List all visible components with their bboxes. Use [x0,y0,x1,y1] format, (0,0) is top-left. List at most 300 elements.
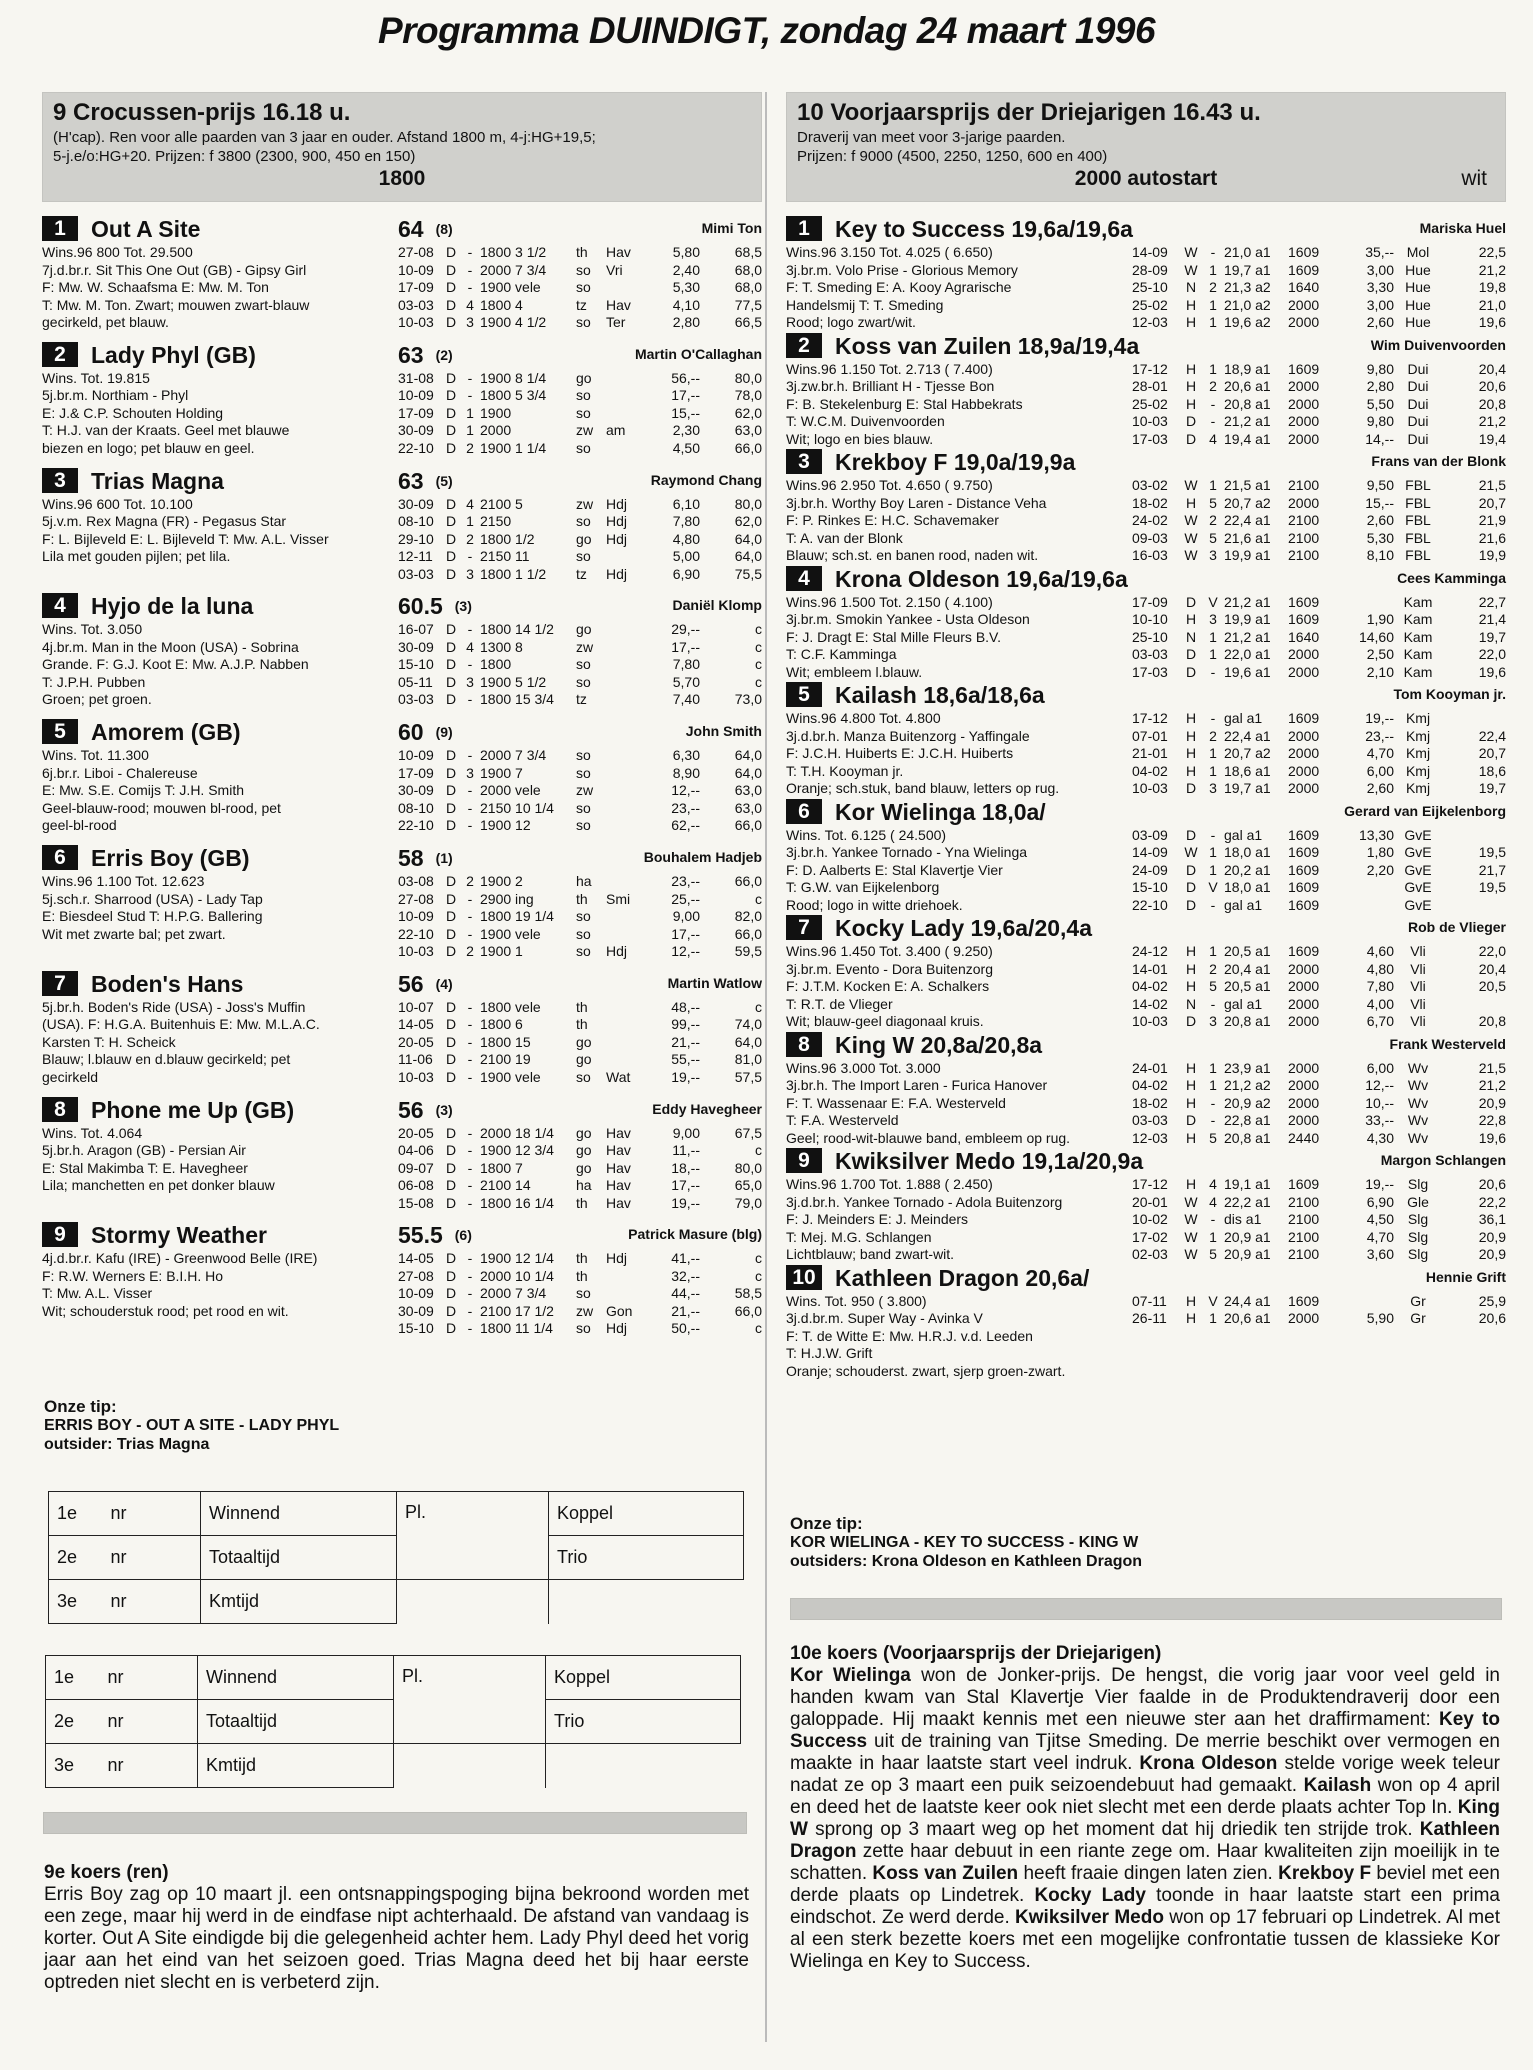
form-row [398,496,762,514]
form-cell: - [467,782,473,799]
form-cell [606,747,644,765]
form-cell: D [1185,646,1197,662]
form-row [1132,1194,1506,1212]
form-cell: 19,4 a1 [1224,430,1271,447]
form-cell: D [445,817,457,834]
form-cell: Wv [1407,1077,1429,1093]
form-cell: 25-02 [1132,296,1168,313]
form-cell: GvE [1404,896,1432,913]
form-cell: 55,-- [671,1051,700,1068]
form-cell: 21,9 [1478,512,1506,528]
score-card [45,1655,741,1788]
form-cell: V [1208,879,1218,895]
form-cell: 21,-- [671,1033,700,1050]
jockey-name: Bouhalem Hadjeb [643,849,762,865]
form-cell: D [445,747,457,764]
form-cell [606,999,644,1017]
form-cell: 10-10 [1132,611,1168,627]
form-row [1132,495,1506,513]
form-cell: D [445,621,457,638]
winnend-field[interactable]: Winnend [201,1492,397,1536]
place-label: 3e [46,1744,100,1788]
form-cell: 18,6 [1478,762,1506,779]
form-cell [1442,827,1506,845]
form-row [398,548,762,566]
handicap-rating [398,214,453,244]
kmtijd-field[interactable]: Kmtijd [201,1580,397,1624]
color-label: wit [1461,167,1487,190]
nr-field[interactable]: nr [103,1492,201,1536]
form-cell: - [467,1159,473,1176]
form-row [1132,314,1506,332]
form-row [398,639,762,657]
form-cell: Hdj [606,943,628,959]
handicap-rating [398,591,472,621]
form-cell [606,1051,644,1069]
commentary-text: Erris Boy zag op 10 maart jl. een ontsnappingspoging bijna bekroond worden met een zege, maar hij werd in de eindfase nipt achterhaald. De afstand van vandaag is korter. Out A Site eindigde bij die gelegenheid achter hem. Lady Phyl deed het vorig jaar aan het eind van het seizoen goed. Trias Magna deed het bij haar eerste optreden niet slecht en is verbeterd zijn. [44,1884,749,1993]
koppel-field[interactable]: Koppel [546,1656,741,1700]
draw-position: (5) [435,472,453,489]
form-cell [606,1034,644,1052]
form-cell: 3 [466,314,474,330]
race-title: 9 Crocussen-prijs 16.18 u. [53,99,351,126]
trio-field[interactable]: Trio [546,1700,741,1744]
form-cell: 17,-- [671,925,700,942]
form-cell: 1640 [1288,279,1320,295]
form-cell: 4 [1209,1193,1217,1210]
horse-detail: T: H.J. van der Kraats. Geel met blauwe [42,422,290,439]
form-cell: 18,0 a1 [1224,879,1271,895]
form-cell: H [1185,314,1197,330]
form-cell: 4 [1209,430,1217,447]
form-cell: - [467,998,473,1015]
form-cell: 22,0 [1478,943,1506,959]
form-cell: 2100 [1288,529,1320,546]
horse-detail: Oranje; schouderst. zwart, sjerp groen-zwart. [786,1362,1066,1379]
form-cell: 63,0 [734,422,762,439]
form-cell: 19,9 [1478,547,1506,563]
horse-detail: T: T.H. Kooyman jr. [786,762,904,779]
form-cell: 63,0 [734,799,762,816]
form-row [398,800,762,818]
form-cell: Dui [1407,360,1429,377]
horse-name-text: Boden's Hans [91,970,244,997]
kmtijd-field[interactable]: Kmtijd [198,1744,394,1788]
form-row [398,1320,762,1338]
form-cell: 2000 [1288,296,1320,313]
horse-detail: 3j.br.h. The Import Laren - Furica Hanover [786,1077,1048,1093]
form-table [1132,1060,1506,1148]
form-cell: Hav [606,1177,631,1194]
form-cell: W [1184,477,1198,493]
form-cell: 6,90 [672,565,700,582]
horse-detail: 3j.br.h. Yankee Tornado - Yna Wielinga [786,844,1028,860]
form-cell: 3 [466,764,474,781]
form-cell: H [1185,395,1197,412]
form-cell: so [576,513,591,530]
form-cell: 17,-- [671,638,700,655]
form-cell: 1609 [1288,1176,1320,1192]
form-cell: 27-08 [398,890,434,907]
form-cell: 10-09 [398,261,434,278]
form-cell: so [576,404,591,421]
form-cell: 66,0 [734,925,762,942]
form-cell: 1900 7 [480,764,523,781]
horse-detail: Wins.96 2.950 Tot. 4.650 ( 9.750) [786,477,993,493]
form-cell: 2900 ing [480,890,534,907]
form-cell: 15-08 [398,1194,434,1211]
horse-info [42,843,397,943]
horse-name-text: Krekboy F 19,0a/19,9a [835,449,1076,475]
horse-detail: Rood; logo zwart/wit. [786,314,916,330]
form-cell: 03-03 [398,691,434,708]
form-cell: 1800 1/2 [480,530,535,547]
form-cell: zw [576,495,594,512]
form-cell: 18,0 a1 [1224,844,1271,860]
form-cell: D [1185,780,1197,796]
horse-name-mention: Kwiksilver Medo [1015,1907,1164,1928]
form-row [1132,279,1506,297]
form-cell: 17-12 [1132,710,1168,726]
form-cell: 3 [1209,611,1217,627]
form-cell: - [467,890,473,907]
form-cell: Vli [1410,1013,1426,1029]
place-field[interactable]: Pl. [394,1656,546,1744]
form-cell: H [1185,1077,1197,1093]
form-cell: D [445,1124,457,1141]
horse-detail: E: Biesdeel Stud T: H.P.G. Ballering [42,908,263,924]
form-cell: 2100 [1288,1193,1320,1210]
form-cell: 14-05 [398,1016,434,1033]
form-cell: Slg [1407,1228,1429,1245]
form-cell: 65,0 [734,1177,762,1194]
form-cell: 75,5 [734,565,762,582]
form-row [1132,512,1506,530]
form-cell: 2000 [1288,780,1320,796]
horse-name-mention: Kor Wielinga [790,1665,911,1686]
form-cell: W [1184,261,1198,278]
form-cell: 48,-- [671,998,700,1015]
form-cell: 22-10 [398,439,434,456]
race-conditions: (H'cap). Ren voor alle paarden van 3 jaar en ouder. Afstand 1800 m, 4-j:HG+19,5; [53,129,596,146]
form-cell: 64,0 [734,747,762,764]
form-cell: - [1210,1094,1216,1111]
form-cell: 2100 17 1/2 [480,1302,554,1319]
form-cell: 21,2 a1 [1224,413,1271,429]
form-cell: 2000 [1288,314,1320,330]
form-cell: 1800 [480,656,512,673]
form-cell: Hav [606,1124,631,1141]
form-cell: 1 [1209,1077,1217,1093]
form-cell: 22-10 [398,925,434,942]
form-cell: so [576,279,591,295]
horse-entry [786,1030,1506,1148]
form-cell: H [1185,378,1197,394]
horse-detail: T: F.A. Westerveld [786,1112,899,1128]
horse-detail: 5j.br.m. Northiam - Phyl [42,387,189,404]
form-cell: 2,40 [672,261,700,278]
place-field[interactable]: Pl. [397,1492,549,1580]
form-cell [606,405,644,423]
form-cell: 2000 [1288,727,1320,744]
commentary-fragment: heeft fraaie dingen laten zien. [1018,1863,1279,1884]
distance-label: 1800 [378,167,426,190]
start-number: 2 [42,342,78,367]
koppel-field[interactable]: Koppel [549,1492,744,1536]
form-cell: 1 [1209,261,1217,278]
form-cell: c [755,1267,762,1284]
form-row [398,908,762,926]
form-cell: c [755,1142,762,1159]
form-cell: FBL [1405,529,1431,546]
form-cell: c [755,890,762,907]
horse-name-text: Amorem (GB) [91,719,241,746]
form-cell: 19,9 a1 [1224,547,1271,563]
form-row [398,314,762,332]
horse-detail: Wins.96 1.100 Tot. 12.623 [42,873,205,889]
handicap-rating [398,1095,453,1125]
form-cell: 66,0 [734,873,762,889]
form-cell: 1609 [1288,943,1320,959]
form-cell: 36,1 [1478,1211,1506,1227]
horse-detail: 3j.d.br.m. Super Way - Avinka V [786,1310,983,1326]
form-cell: 17-03 [1132,663,1168,680]
horse-detail: F: P. Rinkes E: H.C. Schavemaker [786,512,999,528]
form-cell: 5,80 [672,244,700,260]
nr-field[interactable]: nr [100,1700,198,1744]
form-cell: 22-10 [398,817,434,834]
horse-name-text: King W 20,8a/20,8a [835,1031,1043,1058]
draw-position: (9) [435,724,453,741]
form-cell: so [576,764,591,781]
draw-position: (3) [435,1101,453,1118]
horse-detail: Lichtblauw; band zwart-wit. [786,1246,955,1262]
form-cell: Slg [1407,1176,1429,1192]
form-cell: 05-11 [398,673,433,690]
form-row [398,1016,762,1034]
form-table [398,1125,762,1213]
form-cell: 73,0 [734,691,762,708]
form-cell: 15,-- [671,404,700,421]
trio-field[interactable]: Trio [549,1536,744,1580]
form-cell: so [576,908,591,924]
nr-field[interactable]: nr [100,1744,198,1788]
form-cell: 17-03 [1132,430,1168,447]
form-table [1132,943,1506,1031]
form-row [1132,1310,1506,1328]
form-cell: 19,6 [1478,1129,1506,1146]
form-cell: 22,2 [1478,1193,1506,1210]
form-cell: - [467,817,473,834]
horse-info [42,1220,397,1320]
form-cell: 1900 1 [480,943,523,959]
form-row [1132,844,1506,862]
form-cell: 2000 [1288,1013,1320,1029]
form-cell: 1900 12 1/4 [480,1250,554,1267]
form-cell: D [445,1068,457,1085]
form-cell: 1 [1209,844,1217,860]
form-cell: 19,5 [1478,844,1506,860]
form-cell: 57,5 [734,1068,762,1085]
form-cell: 16-07 [398,621,434,638]
form-cell: - [467,1033,473,1050]
form-cell: 2100 14 [480,1177,531,1194]
form-cell: 1609 [1288,844,1320,860]
form-cell: FBL [1405,494,1431,511]
form-cell: 1 [1209,1310,1217,1326]
form-row [1132,361,1506,379]
horse-detail: Lila met gouden pijlen; pet lila. [42,548,231,565]
form-cell: Hdj [606,530,628,547]
form-cell: 20,8 a1 [1224,1013,1271,1029]
form-row [1132,396,1506,414]
form-cell: 80,0 [734,369,762,386]
jockey-name: Daniël Klomp [672,597,762,614]
form-cell: FBL [1405,477,1431,493]
form-cell: 10-03 [398,314,434,330]
form-cell: 2,60 [1366,780,1394,796]
horse-detail: (USA). F: H.G.A. Buitenhuis E: Mw. M.L.A.C. [42,1016,320,1033]
form-cell: N [1185,995,1197,1012]
form-table [1132,361,1506,449]
form-row [398,999,762,1017]
form-cell [606,782,644,800]
form-cell: H [1185,745,1197,761]
form-cell: 19,-- [1365,1176,1394,1192]
form-cell: W [1184,244,1198,260]
form-cell: 22,0 a1 [1224,646,1271,662]
form-cell: H [1185,1129,1197,1146]
form-row [398,405,762,423]
form-cell: so [576,943,591,959]
form-row [1132,745,1506,763]
form-cell: 1900 8 1/4 [480,369,547,386]
form-cell: 14-02 [1132,995,1168,1012]
form-cell: 1900 vele [480,1068,541,1085]
form-cell: 2 [1209,960,1217,977]
form-row [1132,879,1506,897]
form-row [398,422,762,440]
form-cell: 20,4 a1 [1224,960,1271,977]
horse-name-text: Kor Wielinga 18,0a/ [835,798,1046,825]
form-cell: N [1185,279,1197,295]
form-row [398,244,762,262]
form-cell: 17-09 [398,764,434,781]
form-cell: 1800 vele [480,998,541,1015]
form-cell: H [1185,710,1197,726]
form-cell: 2 [466,530,474,547]
start-number: 1 [786,216,822,241]
form-cell: - [467,925,473,942]
form-cell: H [1185,1292,1197,1309]
form-table [398,496,762,584]
horse-name-text: Kwiksilver Medo 19,1a/20,9a [835,1148,1144,1174]
commentary-fragment: toonde in haar laatste start een prima eindschot. Ze werd derde. [790,1885,1500,1928]
form-cell: Kam [1403,663,1433,680]
totaaltijd-field[interactable]: Totaaltijd [201,1536,397,1580]
jockey-name: Mariska Huel [1419,220,1506,236]
horse-detail: Blauw; l.blauw en d.blauw gecirkeld; pet [42,1051,291,1068]
form-cell: 21,5 [1478,1059,1506,1076]
start-number: 7 [42,971,78,996]
place-label: 3e [49,1580,103,1624]
form-cell: 19,7 a1 [1224,780,1271,796]
form-cell: 2,60 [1366,314,1394,330]
horse-detail: gecirkeld, pet blauw. [42,314,169,330]
draw-position: (2) [435,346,453,363]
form-cell: zw [576,782,594,799]
form-cell: - [1210,244,1216,260]
horse-detail: Wins. Tot. 6.125 ( 24.500) [786,826,947,843]
form-cell: 6,00 [1366,762,1394,779]
form-cell: 2150 [480,513,512,530]
form-cell: 1900 4 1/2 [480,314,547,330]
horse-name-text: Kocky Lady 19,6a/20,4a [835,915,1092,941]
horse-entry [786,214,1506,332]
horse-info [42,591,397,709]
form-cell: 5,50 [1366,395,1394,412]
form-cell: D [445,296,457,313]
horse-info [42,717,397,835]
form-cell: 1609 [1288,360,1320,377]
form-cell: - [467,548,473,565]
commentary-text [790,1665,1500,1973]
form-cell: H [1185,494,1197,511]
winnend-field[interactable]: Winnend [198,1656,394,1700]
form-cell: Hav [606,1159,631,1176]
form-cell: GvE [1404,879,1432,895]
form-cell: D [445,782,457,799]
form-cell: 15-10 [398,1320,434,1337]
horse-detail: Geel; rood-wit-blauwe band, embleem op rug. [786,1129,1071,1146]
form-cell: 64,0 [734,1033,762,1050]
form-cell: 1 [1209,1059,1217,1076]
form-row [398,1177,762,1195]
totaaltijd-field[interactable]: Totaaltijd [198,1700,394,1744]
form-cell: D [445,943,457,959]
form-cell: 20,2 a1 [1224,861,1271,878]
form-cell: Slg [1407,1211,1429,1227]
form-cell: V [1208,593,1218,610]
start-number: 3 [786,449,822,474]
form-row [1132,780,1506,798]
nr-field[interactable]: nr [100,1656,198,1700]
form-cell: 8,90 [672,764,700,781]
form-table [398,1250,762,1338]
form-cell: Gle [1407,1193,1429,1210]
form-cell: 2100 [1288,1228,1320,1245]
form-cell: - [1210,995,1216,1012]
form-cell: 08-10 [398,799,434,816]
rating-value: 58 [398,845,424,871]
form-cell: 03-09 [1132,826,1168,843]
start-number: 1 [42,216,78,241]
form-cell: 44,-- [671,1285,700,1302]
horse-entry [42,1095,762,1213]
form-cell: 2000 [1288,1112,1320,1128]
nr-field[interactable]: nr [103,1580,201,1624]
form-cell: 1609 [1288,261,1320,278]
form-cell: go [576,1142,592,1159]
form-cell: Kam [1403,593,1433,610]
form-cell [606,548,644,566]
nr-field[interactable]: nr [103,1536,201,1580]
form-cell: 27-08 [398,1267,434,1284]
horse-detail: F: J. Dragt E: Stal Mille Fleurs B.V. [786,628,1001,645]
form-cell: 03-08 [398,873,434,889]
form-table [1132,244,1506,332]
form-cell: - [467,387,473,404]
